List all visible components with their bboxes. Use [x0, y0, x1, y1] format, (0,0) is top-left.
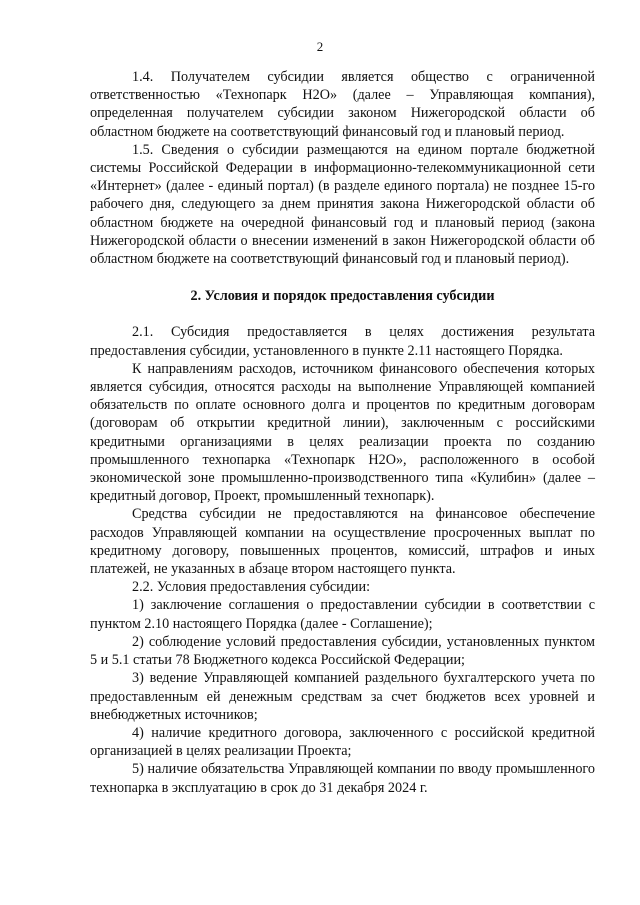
paragraph-expense-directions: К направлениям расходов, источником финансового обеспечения которых является субсидия, относятся расходы на выполнение Управляющей компанией обязательств по оплате основного долга и процентов по кредитным договорам (договорам об открытии кредитной линии), заключенным с российскими кредитными организациями в целях реализации проекта по созданию промышленного технопарка «Технопарк Н2О», расположенного в особой экономической зоне промышленно-производственного типа «Кулибин» (далее – кредитный договор, Проект, промышленный технопарк).: [90, 360, 595, 505]
condition-1: 1) заключение соглашения о предоставлении субсидии в соответствии с пунктом 2.10 настоящего Порядка (далее - Соглашение);: [90, 597, 595, 632]
paragraph-exclusions: Средства субсидии не предоставляются на финансовое обеспечение расходов Управляющей компании на осуществление просроченных выплат по кредитному договору, повышенных процентов, комиссий, штрафов и иных платежей, не указанных в абзаце втором настоящего пункта.: [90, 506, 595, 578]
paragraph-2-2: 2.2. Условия предоставления субсидии:: [132, 579, 371, 596]
paragraph-1-4: 1.4. Получателем субсидии является общество с ограниченной ответственностью «Технопарк Н2О» (далее – Управляющая компания), определенная получателем субсидии законом Нижегородской области об областном бюджете на соответствующий финансовый год и плановый период.: [90, 69, 595, 140]
page-number: 2: [316, 39, 324, 54]
paragraph-2-1: 2.1. Субсидия предоставляется в целях достижения результата предоставления субсидии, установленного в пункте 2.11 настоящего Порядка.: [90, 324, 595, 359]
section-heading: 2. Условия и порядок предоставления субсидии: [190, 288, 495, 305]
condition-5: 5) наличие обязательства Управляющей компании по вводу промышленного технопарка в эксплуатацию в срок до 31 декабря 2024 г.: [90, 761, 595, 796]
document-body: [90, 68, 595, 797]
condition-2: 2) соблюдение условий предоставления субсидии, установленных пунктом 5 и 5.1 статьи 78 Бюджетного кодекса Российской Федерации;: [90, 633, 595, 669]
condition-3: 3) ведение Управляющей компанией раздельного бухгалтерского учета по предоставленным ей денежным средствам за счет бюджетов всех уровней и внебюджетных источников;: [90, 670, 595, 723]
condition-4: 4) наличие кредитного договора, заключенного с российской кредитной организацией в целях реализации Проекта;: [90, 724, 595, 760]
paragraph-1-5: 1.5. Сведения о субсидии размещаются на едином портале бюджетной системы Российской Федерации в информационно-телекоммуникационной сети «Интернет» (далее - единый портал) (в разделе единого портала) не позднее 15-го рабочего дня, следующего за днем принятия закона Нижегородской области об областном бюджете на очередной финансовый год и плановый период (закона Нижегородской области о внесении изменений в закон Нижегородской области об областном бюджете на соответствующий финансовый год и плановый период).: [90, 141, 595, 268]
